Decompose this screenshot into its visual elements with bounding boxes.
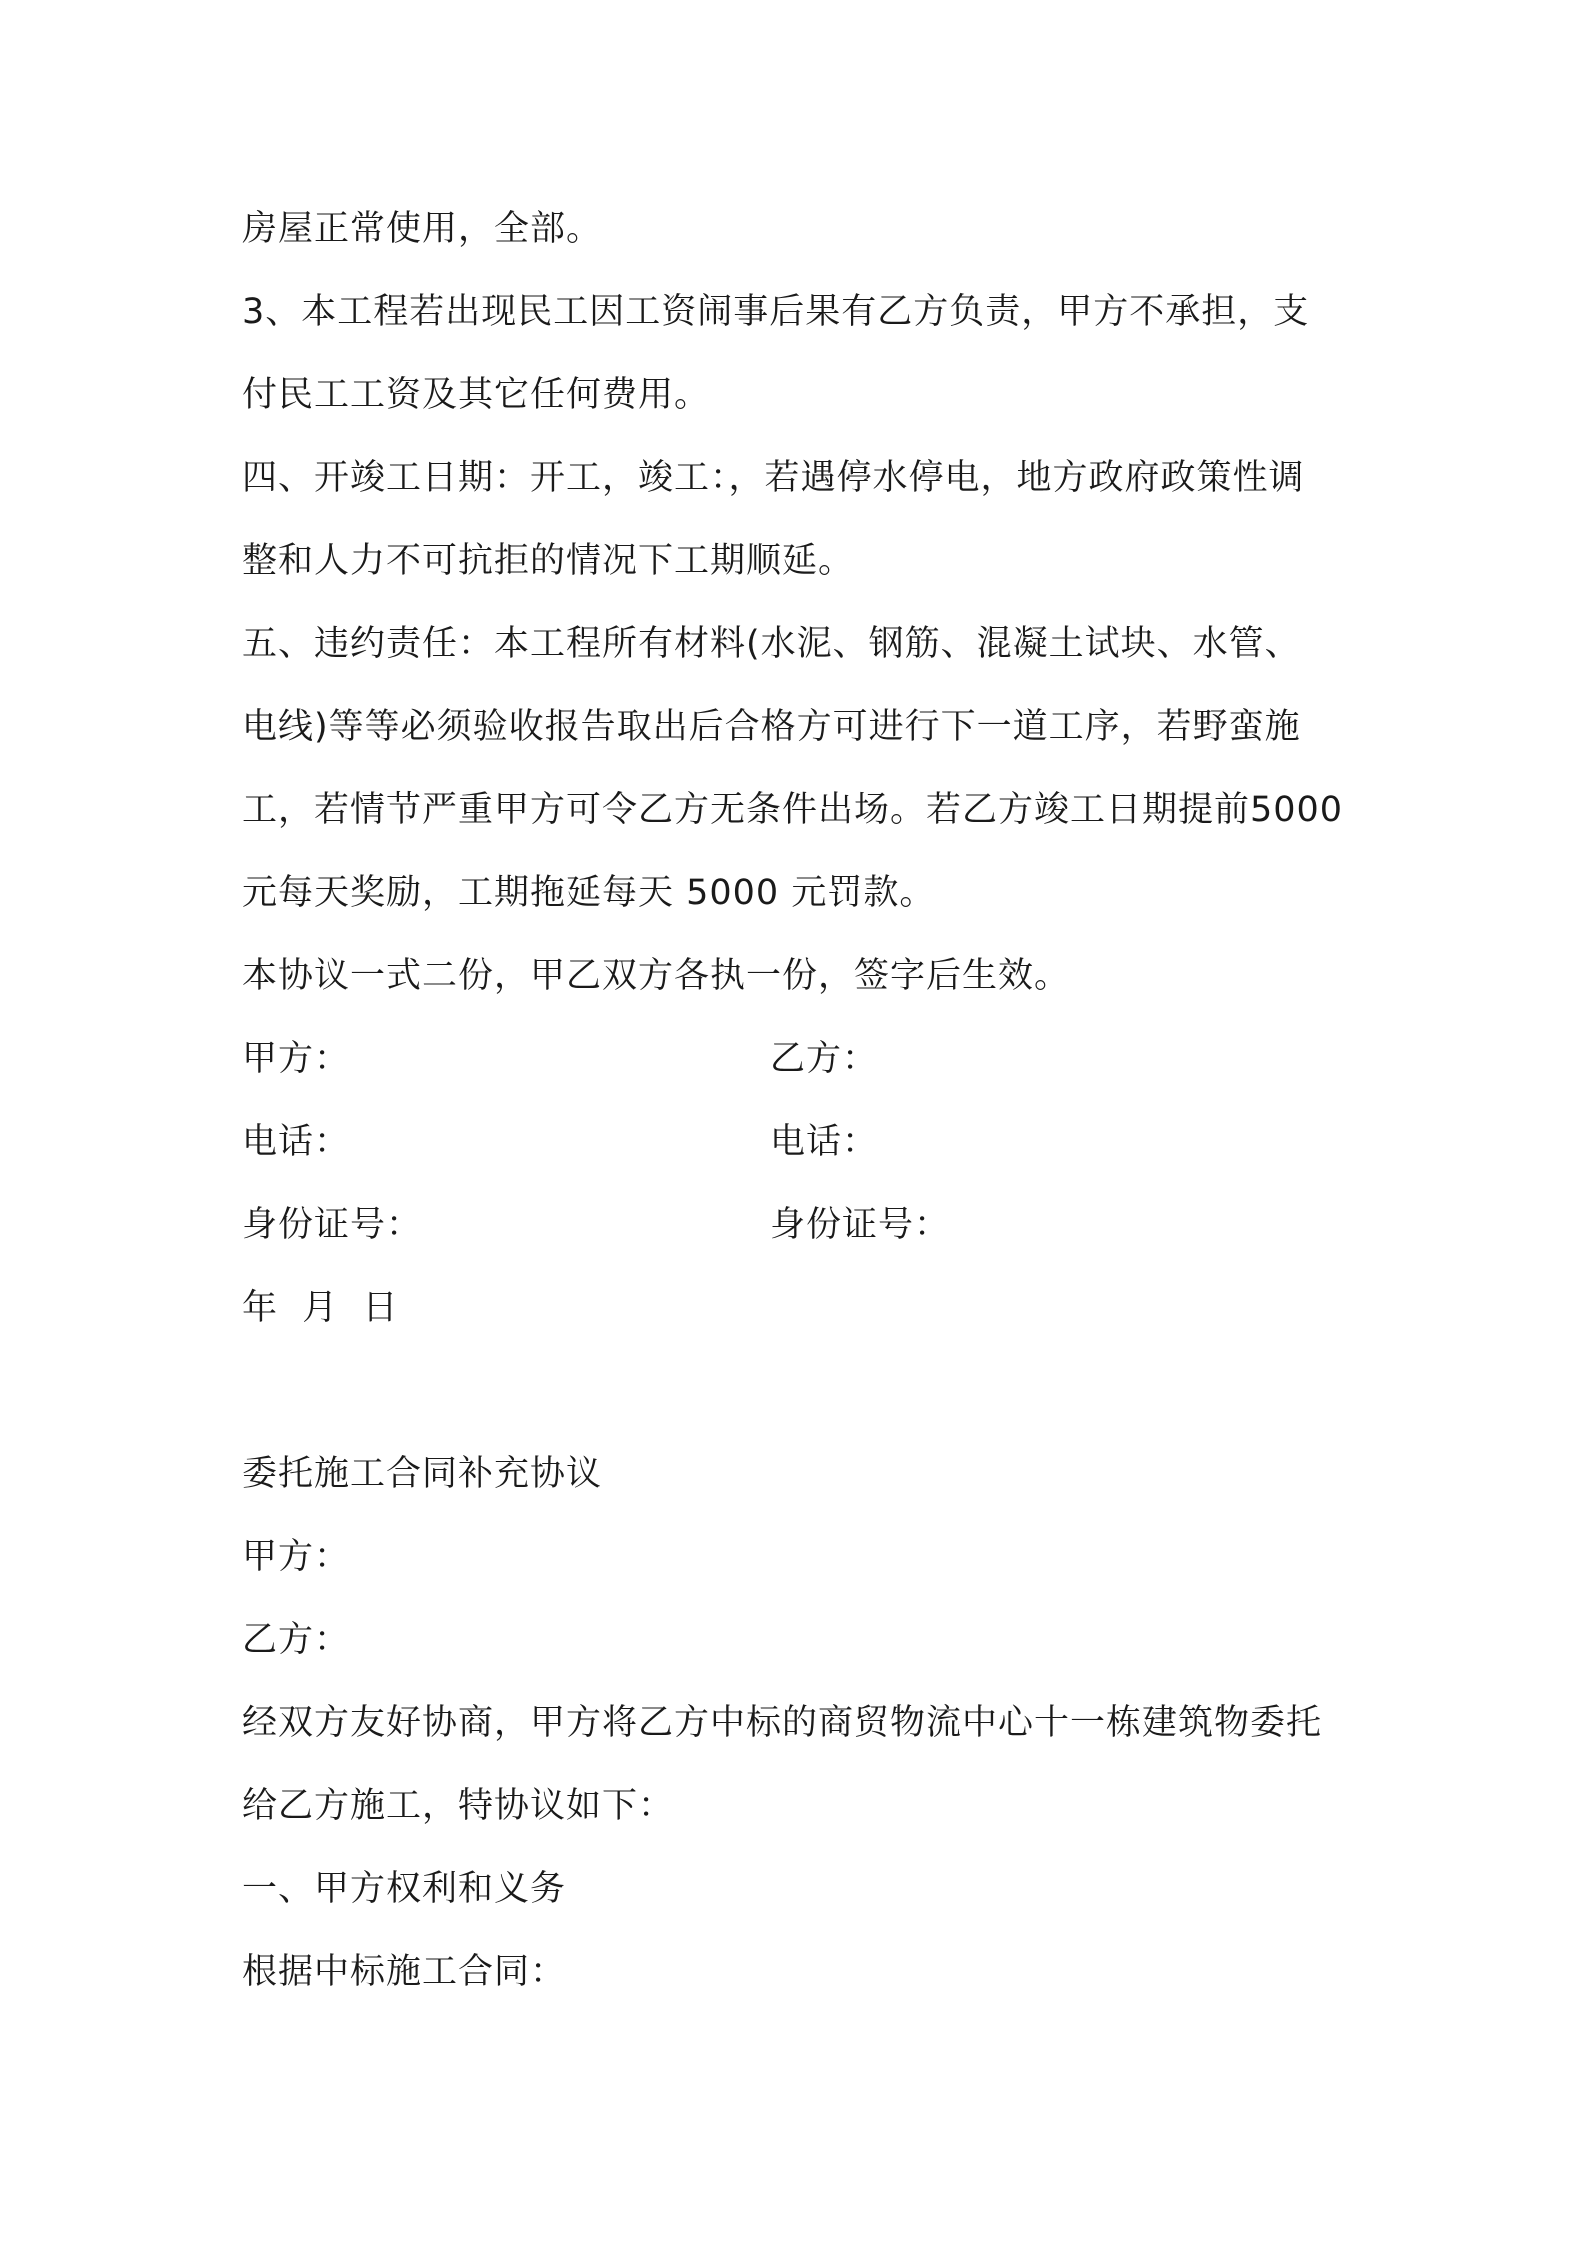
signature-row-party xyxy=(242,1035,879,1083)
section-4-line-1: 四、开竣工日期：开工，竣工：，若遇停水停电，地方政府政策性调 xyxy=(242,458,1305,498)
contract-basis-line: 根据中标施工合同： xyxy=(242,1952,567,1992)
signature-row-id xyxy=(242,1201,951,1249)
party-a-label: 甲方： xyxy=(242,1039,351,1079)
date-line: 年 月 日 xyxy=(242,1288,399,1328)
second-document-title: 委托施工合同补充协议 xyxy=(242,1454,603,1494)
id-b-label: 身份证号： xyxy=(770,1205,951,1245)
copies-statement: 本协议一式二份，甲乙双方各执一份，签字后生效。 xyxy=(242,956,1071,996)
section-5-line-1: 五、违约责任：本工程所有材料(水泥、钢筋、混凝土试块、水管、 xyxy=(242,624,1301,664)
section-5-line-2: 电线)等等必须验收报告取出后合格方可进行下一道工序，若野蛮施 xyxy=(242,707,1301,747)
clause-3-line-2: 付民工工资及其它任何费用。 xyxy=(242,375,711,415)
second-party-a-label: 甲方： xyxy=(242,1537,351,1577)
id-a-label: 身份证号： xyxy=(242,1205,423,1245)
signature-row-phone xyxy=(242,1118,879,1166)
second-party-b-label: 乙方： xyxy=(242,1620,351,1660)
section-1-heading: 一、甲方权利和义务 xyxy=(242,1869,567,1909)
agreement-intro-line-1: 经双方友好协商，甲方将乙方中标的商贸物流中心十一栋建筑物委托 xyxy=(242,1703,1323,1743)
agreement-intro-line-2: 给乙方施工，特协议如下： xyxy=(242,1786,675,1826)
party-b-label: 乙方： xyxy=(770,1039,879,1079)
phone-b-label: 电话： xyxy=(770,1122,879,1162)
section-5-line-4: 元每天奖励，工期拖延每天 5000 元罚款。 xyxy=(242,873,936,913)
phone-a-label: 电话： xyxy=(242,1122,351,1162)
clause-3-line-1: 3、本工程若出现民工因工资闹事后果有乙方负责，甲方不承担，支 xyxy=(242,292,1310,332)
text-line: 房屋正常使用，全部。 xyxy=(242,209,603,249)
section-4-line-2: 整和人力不可抗拒的情况下工期顺延。 xyxy=(242,541,855,581)
section-5-line-3: 工，若情节严重甲方可令乙方无条件出场。若乙方竣工日期提前5000 xyxy=(242,790,1344,830)
